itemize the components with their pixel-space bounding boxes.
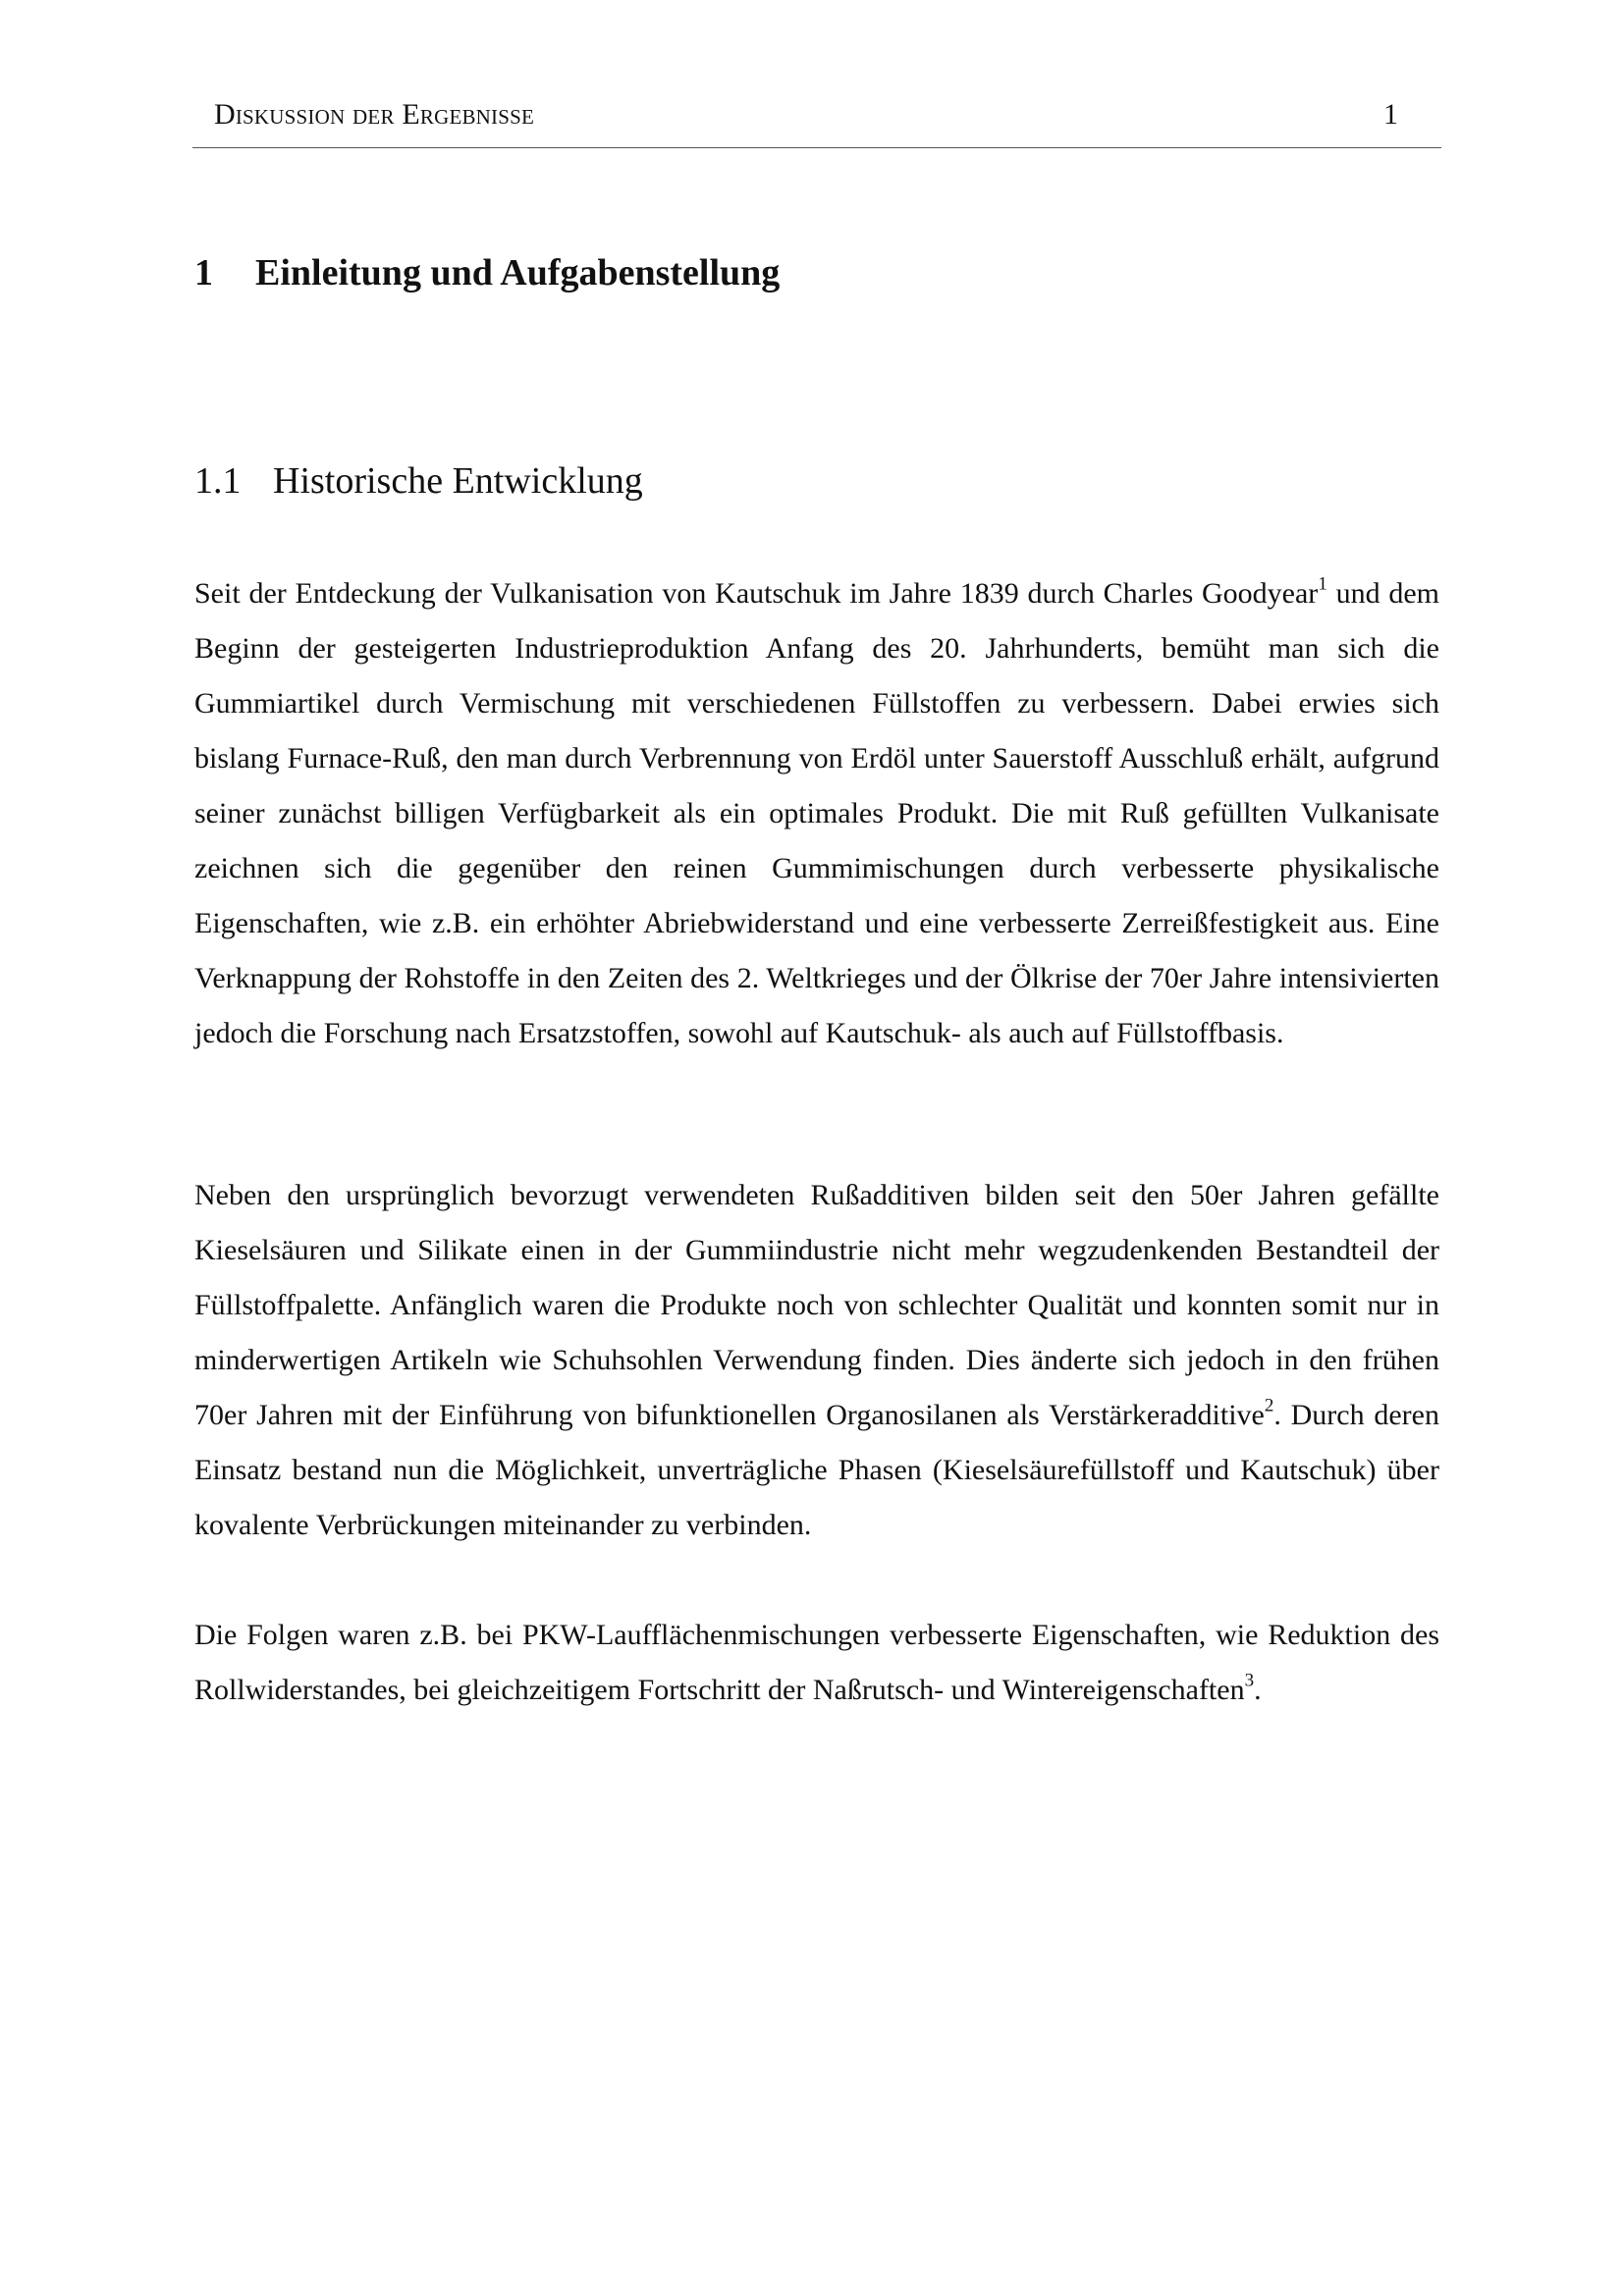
chapter-title: Einleitung und Aufgabenstellung: [255, 252, 781, 294]
footnote-ref-2: 2: [1264, 1395, 1274, 1416]
section-heading: [194, 459, 643, 503]
chapter-heading: [194, 251, 780, 294]
running-header-title: Diskussion der Ergebnisse: [214, 98, 535, 131]
footnote-ref-1: 1: [1318, 573, 1327, 595]
paragraph-2-text-end: . Durch deren Einsatz bestand nun die Möglichkeit, unverträgliche Phasen (Kieselsäurefüllstoff und Kautschuk) über kovalente Verbrückungen miteinander zu verbinden.: [194, 1399, 1439, 1541]
running-header: [192, 98, 1441, 148]
paragraph-3-text-end: .: [1254, 1674, 1262, 1706]
paragraph-1-text-start: Seit der Entdeckung der Vulkanisation von Kautschuk im Jahre 1839 durch Charles Goodyear: [194, 577, 1319, 610]
paragraph-3-text-start: Die Folgen waren z.B. bei PKW-Laufflächenmischungen verbesserte Eigenschaften, wie Reduktion des Rollwiderstandes, bei gleichzeitigem Fortschritt der Naßrutsch- und Wintereigenschaften: [194, 1619, 1439, 1706]
chapter-number: 1: [194, 252, 213, 294]
paragraph-1: [194, 566, 1439, 1061]
footnote-ref-3: 3: [1244, 1670, 1255, 1691]
paragraph-2: [194, 1168, 1439, 1553]
page-number: 1: [1383, 98, 1398, 131]
paragraph-3: [194, 1608, 1439, 1718]
section-title: Historische Entwicklung: [273, 460, 643, 502]
section-number: 1.1: [194, 460, 242, 502]
paragraph-1-text-end: und dem Beginn der gesteigerten Industrieproduktion Anfang des 20. Jahrhunderts, bemüht man sich die Gummiartikel durch Vermischung mit verschiedenen Füllstoffen zu verbessern. Dabei erwies sich bislang Furnace-Ruß, den man durch Verbrennung von Erdöl unter Sauerstoff Ausschluß erhält, aufgrund seiner zunächst billigen Verfügbarkeit als ein optimales Produkt. Die mit Ruß gefüllten Vulkanisate zeichnen sich die gegenüber den reinen Gummimischungen durch verbesserte physikalische Eigenschaften, wie z.B. ein erhöhter Abriebwiderstand und eine verbesserte Zerreißfestigkeit aus. Eine Verknappung der Rohstoffe in den Zeiten des 2. Weltkrieges und der Ölkrise der 70er Jahre intensivierten jedoch die Forschung nach Ersatzstoffen, sowohl auf Kautschuk- als auch auf Füllstoffbasis.: [194, 577, 1440, 1049]
paragraph-2-text-start: Neben den ursprünglich bevorzugt verwendeten Rußadditiven bilden seit den 50er Jahren gefällte Kieselsäuren und Silikate einen in der Gummiindustrie nicht mehr wegzudenkenden Bestandteil der Füllstoffpalette. Anfänglich waren die Produkte noch von schlechter Qualität und konnten somit nur in minderwertigen Artikeln wie Schuhsohlen Verwendung finden. Dies änderte sich jedoch in den frühen 70er Jahren mit der Einführung von bifunktionellen Organosilanen als Verstärkeradditive: [194, 1179, 1439, 1431]
